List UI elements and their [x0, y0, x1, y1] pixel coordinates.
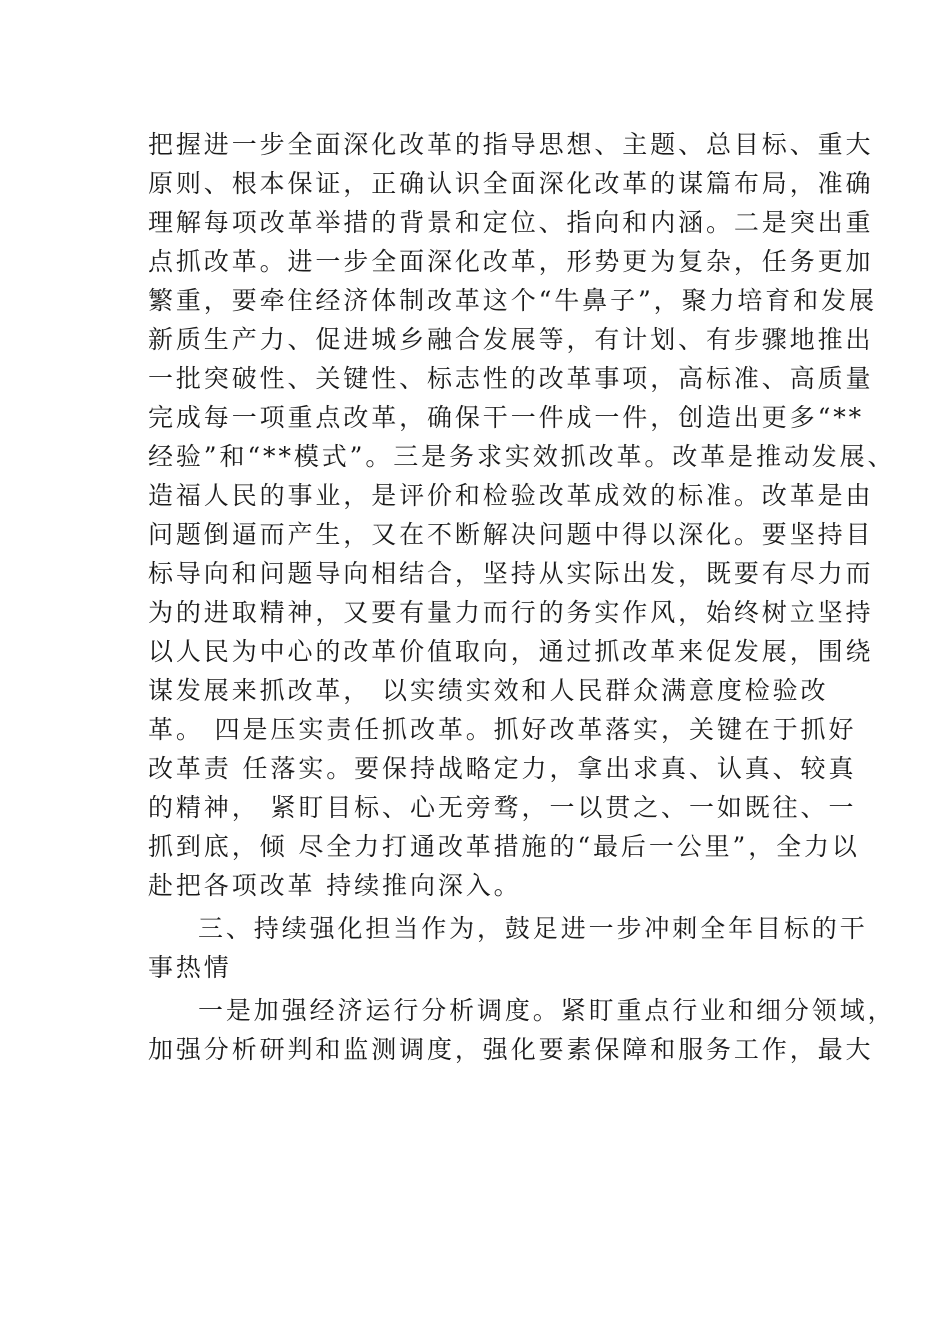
body-text-line: 造福人民的事业，是评价和检验改革成效的标准。改革是由 [148, 481, 874, 510]
body-text-line: 一是加强经济运行分析调度。紧盯重点行业和细分领域， [198, 996, 896, 1025]
body-text-line: 以人民为中心的改革价值取向，通过抓改革来促发展，围绕 [148, 637, 874, 666]
body-text-line: 把握进一步全面深化改革的指导思想、主题、总目标、重大 [148, 130, 874, 159]
body-text-line: 完成每一项重点改革，确保干一件成一件，创造出更多“** [148, 403, 865, 432]
body-text-line: 经验”和“**模式”。三是务求实效抓改革。改革是推动发展、 [148, 442, 896, 471]
body-text-line: 新质生产力、促进城乡融合发展等，有计划、有步骤地推出 [148, 325, 874, 354]
body-text-line: 革。 四是压实责任抓改革。抓好改革落实，关键在于抓好 [148, 715, 857, 744]
section-heading-line: 事热情 [148, 953, 232, 982]
body-text-line: 理解每项改革举措的背景和定位、指向和内涵。二是突出重 [148, 208, 874, 237]
body-text-line: 繁重，要牵住经济体制改革这个“牛鼻子”，聚力培育和发展 [148, 286, 877, 315]
body-text-line: 抓到底，倾 尽全力打通改革措施的“最后一公里”，全力以 [148, 832, 860, 861]
body-text-line: 的精神， 紧盯目标、心无旁骛，一以贯之、一如既往、一 [148, 793, 857, 822]
body-text-line: 谋发展来抓改革， 以实绩实效和人民群众满意度检验改 [148, 676, 829, 705]
body-text-line: 改革责 任落实。要保持战略定力，拿出求真、认真、较真 [148, 754, 857, 783]
body-text-line: 加强分析研判和监测调度，强化要素保障和服务工作，最大 [148, 1035, 874, 1064]
section-heading-line: 三、持续强化担当作为，鼓足进一步冲刺全年目标的干 [198, 914, 868, 943]
body-text-line: 点抓改革。进一步全面深化改革，形势更为复杂，任务更加 [148, 247, 874, 276]
body-text-line: 原则、根本保证，正确认识全面深化改革的谋篇布局，准确 [148, 169, 874, 198]
body-text-line: 为的进取精神，又要有量力而行的务实作风，始终树立坚持 [148, 598, 874, 627]
body-text-line: 赴把各项改革 持续推向深入。 [148, 871, 522, 900]
body-text-line: 问题倒逼而产生，又在不断解决问题中得以深化。要坚持目 [148, 520, 874, 549]
body-text-line: 标导向和问题导向相结合，坚持从实际出发，既要有尽力而 [148, 559, 874, 588]
body-text-line: 一批突破性、关键性、标志性的改革事项，高标准、高质量 [148, 364, 874, 393]
